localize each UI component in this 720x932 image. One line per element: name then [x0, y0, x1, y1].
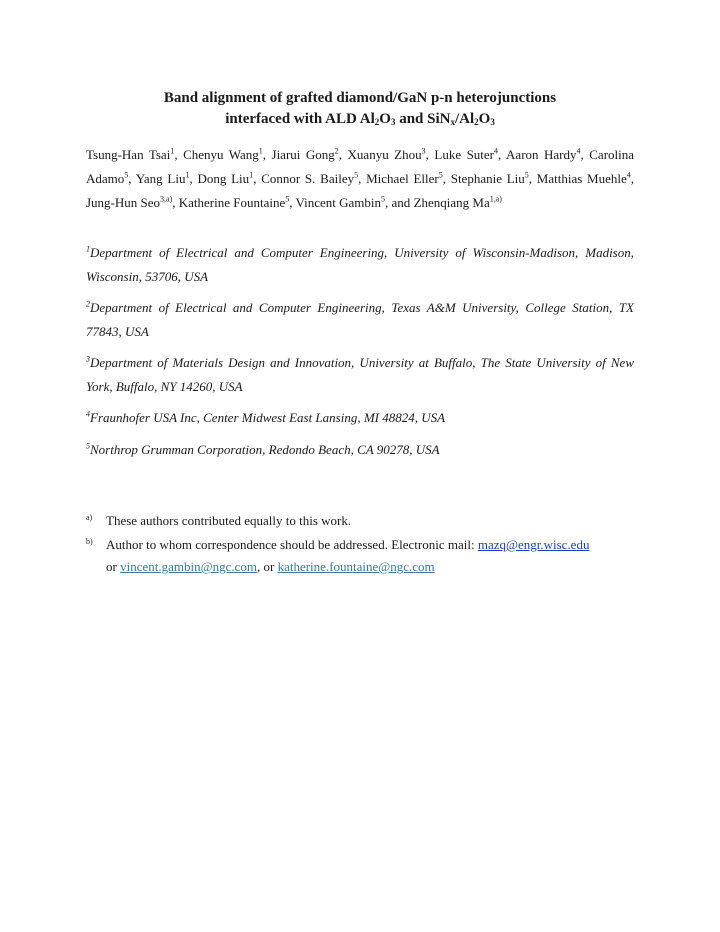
- affiliation-1: $^1$Department of Electrical and Computer Engineering, University of Wisconsin-Madison, Madison, Wisconsin, 53706, USA: [86, 244, 634, 284]
- author-name: Dong Liu: [197, 171, 250, 186]
- author-name: Katherine Fountaine: [178, 195, 286, 210]
- author-name: Chenyu Wang: [183, 147, 259, 162]
- affiliation-3: $^3$Department of Materials Design and Innovation, University at Buffalo, The State University of New York, Buffalo, NY 14260, USA: [86, 354, 634, 394]
- author-list: Tsung-Han Tsai$^1$, Chenyu Wang$^1$, Jiarui Gong$^2$, Xuanyu Zhou$^3$, Luke Suter$^4$, Aaron Hardy$^4$, Carolina Adamo$^5$, Yang Liu$^1$, Dong Liu$^1$, Connor S. Bailey$^5$, Michael Eller$^5$, Stephanie Liu$^5$, Matthias Muehle$^4$, Jung-Hun Seo$^{3,a)}$, Katherine Fountaine$^5$, Vincent Gambin$^5$, and Zhenqiang Ma$^{1,a)}$: [86, 146, 635, 210]
- author-name: Tsung-Han Tsai: [86, 147, 171, 162]
- author-affiliation-mark: 5: [124, 170, 129, 180]
- footnote-text: These authors contributed equally to this work.: [106, 513, 352, 528]
- affiliation-5: $^5$Northrop Grumman Corporation, Redondo Beach, CA 90278, USA: [86, 441, 440, 457]
- author-affiliation-mark: 1: [249, 170, 254, 180]
- author-affiliation-mark: 4: [626, 170, 631, 180]
- footnote-text: Author to whom correspondence should be addressed. Electronic mail: mazq@engr.wisc.edu or vincent.gambin@ngc.com, or katherine.fountaine@ngc.com: [106, 537, 590, 574]
- author-name: Stephanie Liu: [450, 171, 525, 186]
- author-name: Zhenqiang Ma: [413, 195, 490, 210]
- footnote-b: [86, 534, 634, 578]
- author-name: Xuanyu Zhou: [347, 147, 422, 162]
- email-link-gambin[interactable]: vincent.gambin@ngc.com: [120, 559, 257, 574]
- author-name: Carolina Adamo: [86, 147, 635, 186]
- author-affiliation-mark: 1,a): [489, 194, 502, 204]
- author-name: Jung-Hun Seo: [86, 195, 161, 210]
- author-name: Matthias Muehle: [536, 171, 627, 186]
- author-affiliation-mark: 1: [258, 146, 263, 156]
- author-name: Luke Suter: [434, 147, 495, 162]
- affiliation-4: $^4$Fraunhofer USA Inc, Center Midwest East Lansing, MI 48824, USA: [86, 409, 446, 425]
- author-affiliation-mark: 4: [576, 146, 581, 156]
- email-link-fountaine[interactable]: katherine.fountaine@ngc.com: [277, 559, 435, 574]
- author-affiliation-mark: 2: [334, 146, 339, 156]
- footnote-mark: b): [86, 537, 93, 546]
- title-line-2: interfaced with ALD $Al_2O_3$ and $SiN_x/Al_2O_3$: [225, 111, 495, 127]
- author-affiliation-mark: 1: [185, 170, 190, 180]
- author-affiliation-mark: 5: [438, 170, 443, 180]
- paper-title: [86, 88, 634, 133]
- author-name: Yang Liu: [135, 171, 186, 186]
- author-affiliation-mark: 5: [524, 170, 529, 180]
- author-affiliation-mark: 5: [285, 194, 290, 204]
- author-name: Vincent Gambin: [295, 195, 382, 210]
- author-affiliation-mark: 5: [354, 170, 359, 180]
- author-name: Michael Eller: [366, 171, 439, 186]
- affiliation-2: $^2$Department of Electrical and Computer Engineering, Texas A&M University, College Station, TX 77843, USA: [86, 299, 634, 339]
- author-name: Jiarui Gong: [271, 147, 335, 162]
- author-affiliation-mark: 5: [381, 194, 386, 204]
- author-affiliation-mark: 3: [421, 146, 426, 156]
- email-link-mazq[interactable]: mazq@engr.wisc.edu: [477, 537, 590, 552]
- author-affiliation-mark: 1: [170, 146, 175, 156]
- author-affiliation-mark: 3,a): [160, 194, 173, 204]
- author-name: Connor S. Bailey: [261, 171, 355, 186]
- author-name: Aaron Hardy: [506, 147, 577, 162]
- author-affiliation-mark: 4: [494, 146, 499, 156]
- footnote-a: [86, 510, 634, 532]
- title-line-1: Band alignment of grafted diamond/GaN p-n heterojunctions: [163, 90, 557, 106]
- footnote-mark: a): [86, 513, 93, 522]
